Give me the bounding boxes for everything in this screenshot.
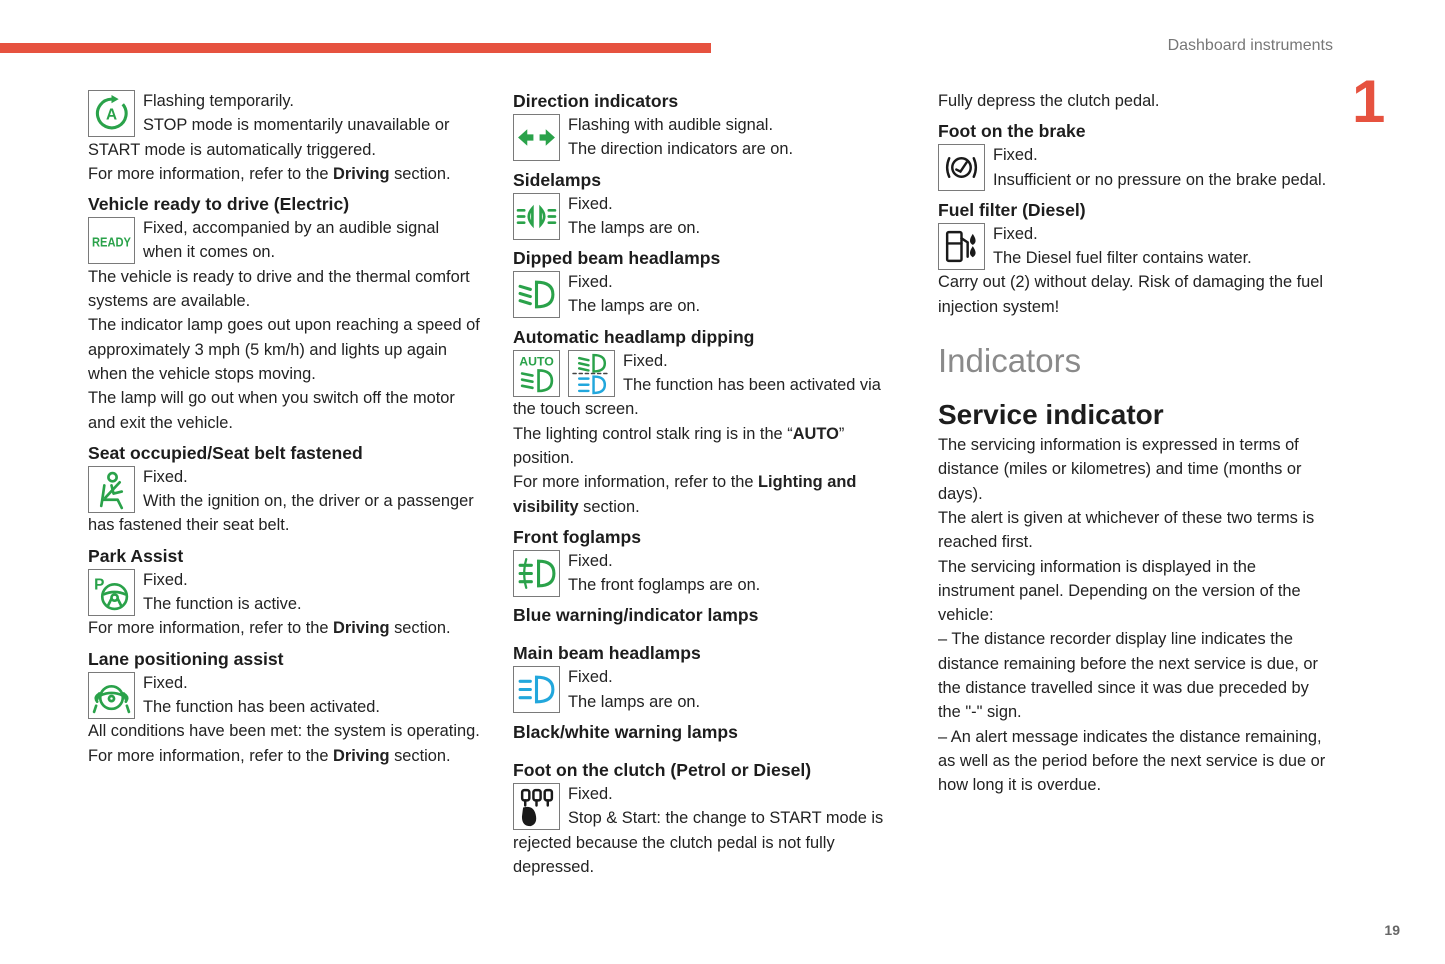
entry-title: Vehicle ready to drive (Electric) [88,194,350,215]
dipped-beam-icon [513,271,560,318]
auto-headlamp-icon [513,350,560,397]
section-subtitle: Blue warning/indicator lamps [513,605,759,626]
entry-title: Foot on the clutch (Petrol or Diesel) [513,760,812,781]
park-assist-entry: P Fixed. The function is active. For more information, refer to the Driving section. [88,568,480,641]
lane-assist-icon [88,672,135,719]
section-heading: Indicators [938,342,1082,380]
fuel-filter-entry: Fixed. The Diesel fuel filter contains water. Carry out (2) without delay. Risk of damaging the fuel injection system! [938,224,1324,316]
svg-text:P: P [94,576,105,594]
svg-text:A: A [105,106,118,124]
entry-title: Foot on the brake [938,121,1086,142]
fuel-filter-icon [938,223,985,270]
auto-dipping-icon [568,350,615,397]
main-beam-entry: Fixed. The lamps are on. [513,665,908,714]
entry-title: Front foglamps [513,526,642,547]
ready-entry: READY Fixed, accompanied by an audible signal when it comes on. The vehicle is ready to drive and the thermal comfort systems are available. The indicator lamp goes out upon reaching a speed of approximately 3 mph (5 km/h) and lights up again when the vehicle stops moving. The lamp will go out when you switch off the motor and exit the vehicle. [88,219,480,432]
sidelamps-entry: Fixed. The lamps are on. [513,192,908,241]
foot-clutch-entry: Fixed. Stop & Start: the change to START mode is rejected because the clutch pedal is not fully depressed. [513,785,884,876]
entry-title: Seat occupied/Seat belt fastened [88,442,363,463]
svg-text:READY: READY [92,234,132,250]
front-foglamp-entry: Fixed. The front foglamps are on. [513,549,908,598]
stop-start-flashing-icon [88,90,135,137]
ready-icon [88,217,135,264]
entry-title: Lane positioning assist [88,648,284,669]
section-subtitle: Black/white warning lamps [513,722,738,743]
header-accent-bar [0,43,711,53]
brake-pedal-icon [938,144,985,191]
reference-text: For more information, refer to the Driving section. [88,619,451,638]
main-beam-icon [513,666,560,713]
reference-text: For more information, refer to the Driving section. [88,164,451,183]
bullet-item: – An alert message indicates the distance remaining, as well as the period before the next service is due or how long it is overdue. [938,727,1326,795]
entry-title: Direction indicators [513,91,679,111]
front-foglamp-icon [513,550,560,597]
foot-clutch-icon [513,783,560,830]
auto-dipping-entry: AUTO Fixed. The function has been activated via the touch screen. The lighting control stalk ring is in the “AUTO” position. For more information, refer to the Lighting and visibility section. [513,349,908,519]
entry-title: Automatic headlamp dipping [513,326,755,347]
seat-belt-icon [88,466,135,513]
section-header: Dashboard instruments [1167,37,1333,54]
column-right: Fully depress the clutch pedal. Foot on the brake Fixed. Insufficient or no pressure on the brake pedal. Fuel filter (Diesel) Fixed. The Diesel fuel filter contains water. Carry out (2) without delay. Risk of damaging the fuel injection system! Indicators Service indicator The servicing information is expressed in terms of distance (miles or kilometres) and time (months or days). The alert is given at whichever of these two terms is reached first. The servicing information is displayed in the instrument panel. Depending on the version of the vehicle: – The distance recorder display line indicates the distance remaining before the next service is due, or the distance travelled since it was due preceded by the "-" sign. – An alert message indicates the distance remaining, as well as the period before the next service is due or how long it is overdue. [938,89,1333,798]
stop-start-entry: A Flashing temporarily. STOP mode is momentarily unavailable or START mode is automatically triggered. For more information, refer to the Driving section. [88,89,480,186]
brake-entry: Fixed. Insufficient or no pressure on the brake pedal. [938,143,1333,192]
lane-assist-entry: Fixed. The function has been activated. All conditions have been met: the system is operating. For more information, refer to the Driving section. [88,671,480,768]
entry-title: Fuel filter (Diesel) [938,199,1086,220]
entry-title: Park Assist [88,545,184,566]
direction-arrows-icon [513,114,560,161]
park-assist-icon [88,569,135,616]
dipped-beam-entry: Fixed. The lamps are on. [513,270,908,319]
entry-title: Sidelamps [513,169,602,190]
reference-text: For more information, refer to the Lighting and visibility section. [513,473,857,516]
direction-entry: Flashing with audible signal. The direction indicators are on. [513,113,908,162]
entry-title: Main beam headlamps [513,643,701,664]
seat-belt-entry: Fixed. With the ignition on, the driver or a passenger has fastened their seat belt. [88,467,474,535]
service-indicator-title: Service indicator [938,399,1164,431]
entry-title: Dipped beam headlamps [513,248,721,269]
reference-text: For more information, refer to the Driving section. [88,746,451,765]
column-middle [513,89,908,879]
chapter-number: 1 [1352,68,1386,135]
column-left [88,89,480,768]
svg-text:AUTO: AUTO [519,354,554,369]
page-number: 19 [1384,922,1400,938]
bullet-item: – The distance recorder display line indicates the distance remaining before the next service is due, or the distance travelled since it was due preceded by the "-" sign. [938,630,1318,722]
sidelamps-icon [513,193,560,240]
